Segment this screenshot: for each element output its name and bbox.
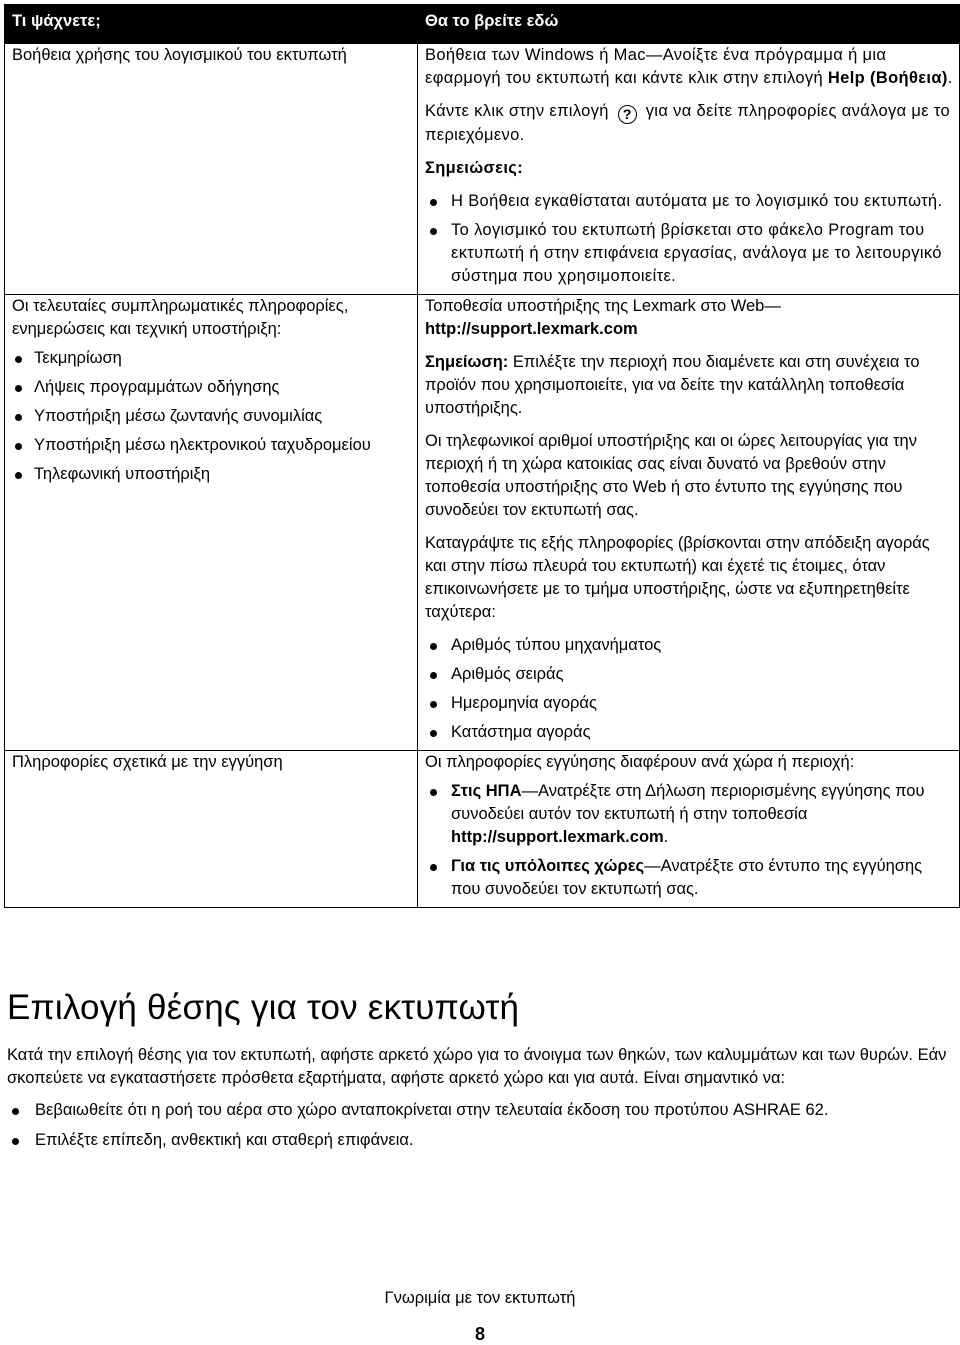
header-find-it-here: Θα το βρείτε εδώ [418, 5, 960, 44]
support-types-list [12, 347, 411, 486]
support-type-item: Τηλεφωνική υποστήριξη [12, 463, 411, 486]
click-help-icon-text: Κάντε κλικ στην επιλογή ? για να δείτε πληροφορίες ανάλογα με το περιεχόμενο. [425, 102, 951, 144]
section-list-item: Βεβαιωθείτε ότι η ροή του αέρα στο χώρο ανταποκρίνεται στην τελευταία έκδοση του προτύπου ASHRAE 62. [7, 1099, 955, 1122]
section-list [7, 1099, 955, 1152]
region-note: Σημείωση: Επιλέξτε την περιοχή που διαμένετε και στη συνέχεια το προϊόν που χρησιμοποιείτε, για να δείτε την κατάλληλη τοποθεσία υποστήριξης. [425, 353, 920, 417]
support-intro: Οι τελευταίες συμπληρωματικές πληροφορίες, ενημερώσεις και τεχνική υποστήριξη: [12, 297, 349, 338]
notes-label: Σημειώσεις: [425, 159, 524, 177]
support-type-item: Τεκμηρίωση [12, 347, 411, 370]
notes-list [425, 190, 953, 288]
note-item: Το λογισμικό του εκτυπωτή βρίσκεται στο φάκελο Program του εκτυπωτή ή στην επιφάνεια εργασίας, ανάλογα με το λειτουργικό σύστημα που χρησιμοποιείτε. [425, 219, 953, 288]
support-website: Τοποθεσία υποστήριξης της Lexmark στο Web— http://support.lexmark.com [425, 297, 781, 338]
header-what-looking-for: Τι ψάχνετε; [5, 5, 418, 44]
support-url-link[interactable]: http://support.lexmark.com [425, 320, 638, 338]
windows-mac-help-text: Βοήθεια των Windows ή Mac—Ανοίξτε ένα πρόγραμμα ή μια εφαρμογή του εκτυπωτή και κάντε κλικ στην επιλογή Help (Βοήθεια). [425, 46, 953, 87]
help-question-icon: ? [618, 105, 637, 124]
record-info-item: Αριθμός τύπου μηχανήματος [425, 634, 953, 657]
record-info-item: Ημερομηνία αγοράς [425, 692, 953, 715]
section-paragraph: Κατά την επιλογή θέσης για τον εκτυπωτή, αφήστε αρκετό χώρο για το άνοιγμα των θηκών, των καλυμμάτων και των θυρών. Εάν σκοπεύετε να εγκαταστήσετε πρόσθετα εξαρτήματα, αφήστε αρκετό χώρο και για αυτά. Είναι σημαντικό να: [7, 1046, 947, 1087]
software-help-label: Βοήθεια χρήσης του λογισμικού του εκτυπωτή [12, 46, 347, 64]
row-software-help-label [5, 44, 418, 295]
record-info-item: Αριθμός σειράς [425, 663, 953, 686]
section-title: Επιλογή θέσης για τον εκτυπωτή [7, 988, 520, 1027]
row-software-help-content [418, 44, 960, 295]
warranty-usa-item: Στις ΗΠΑ—Ανατρέξτε στη Δήλωση περιορισμένης εγγύησης που συνοδεύει αυτόν τον εκτυπωτή ή στην τοποθεσία http://support.lexmark.com. [425, 780, 953, 849]
warranty-list [425, 780, 953, 901]
warranty-intro: Οι πληροφορίες εγγύησης διαφέρουν ανά χώρα ή περιοχή: [425, 753, 855, 771]
section-list-item: Επιλέξτε επίπεδη, ανθεκτική και σταθερή επιφάνεια. [7, 1129, 955, 1152]
note-item: Η Βοήθεια εγκαθίσταται αυτόματα με το λογισμικό του εκτυπωτή. [425, 190, 953, 213]
footer-chapter-title: Γνωριμία με τον εκτυπωτή [384, 1289, 576, 1307]
support-type-item: Υποστήριξη μέσω ηλεκτρονικού ταχυδρομείου [12, 434, 411, 457]
warranty-other-item: Για τις υπόλοιπες χώρες—Ανατρέξτε στο έντυπο της εγγύησης που συνοδεύει τον εκτυπωτή σας. [425, 855, 953, 901]
record-info-item: Κατάστημα αγοράς [425, 721, 953, 744]
row-warranty-content [418, 751, 960, 908]
warranty-url-link[interactable]: http://support.lexmark.com [451, 828, 664, 846]
section-body [7, 1044, 955, 1159]
row-support-content [418, 295, 960, 751]
support-type-item: Λήψεις προγραμμάτων οδήγησης [12, 376, 411, 399]
record-info-text: Καταγράψτε τις εξής πληροφορίες (βρίσκονται στην απόδειξη αγοράς και στην πίσω πλευρά του εκτυπωτή) και έχετέ τις έτοιμες, όταν επικοινωνήσετε με το τμήμα υποστήριξης, ώστε να εξυπηρετηθείτε ταχύτερα: [425, 534, 930, 621]
record-info-list [425, 634, 953, 744]
phone-info-text: Οι τηλεφωνικοί αριθμοί υποστήριξης και οι ώρες λειτουργίας για την περιοχή ή τη χώρα κατοικίας σας είναι δυνατό να βρεθούν στην τοποθεσία υποστήριξης στο Web ή στο έντυπο της εγγύησης που συνοδεύει τον εκτυπωτή σας. [425, 432, 917, 519]
support-type-item: Υποστήριξη μέσω ζωντανής συνομιλίας [12, 405, 411, 428]
warranty-label: Πληροφορίες σχετικά με την εγγύηση [12, 753, 283, 771]
help-resources-table [4, 4, 960, 908]
row-support-label [5, 295, 418, 751]
row-warranty-label [5, 751, 418, 908]
page-number: 8 [474, 1324, 485, 1344]
